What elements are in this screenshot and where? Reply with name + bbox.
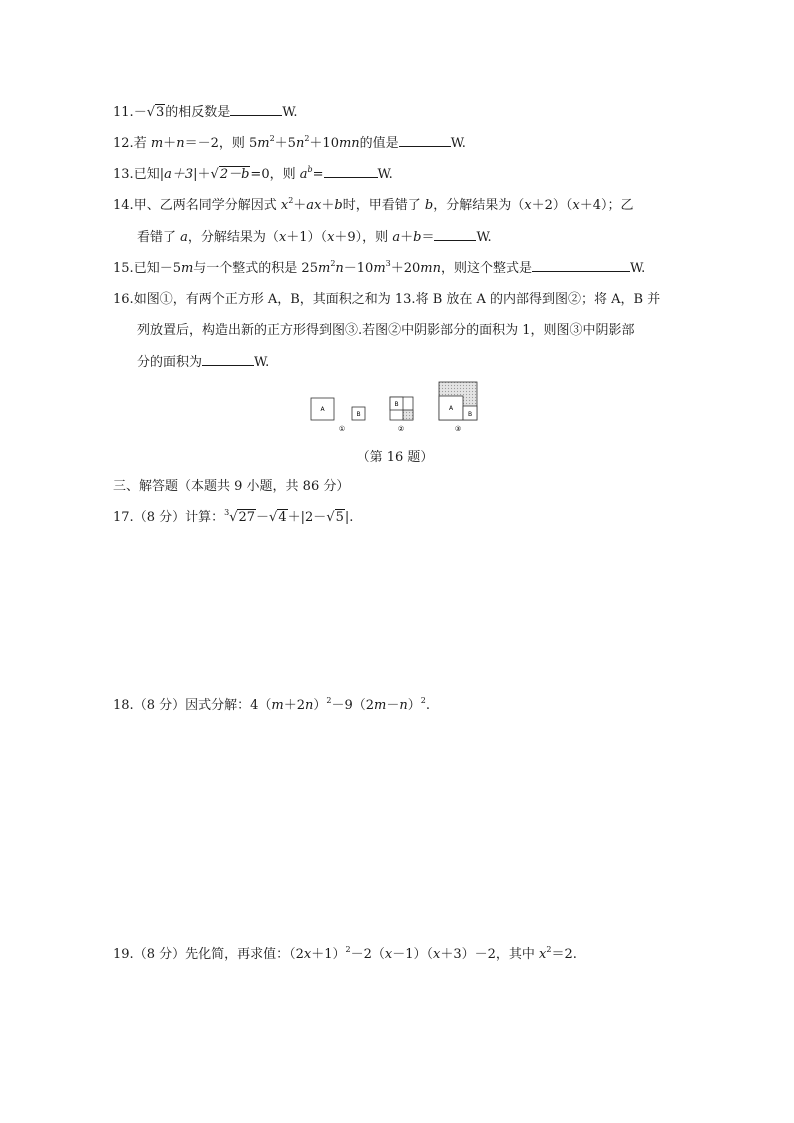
answer-blank[interactable] (399, 134, 451, 147)
answer-blank[interactable] (532, 259, 630, 272)
square-a-label: A (448, 405, 454, 412)
answer-blank[interactable] (324, 165, 378, 178)
figure-3-label: ③ (454, 425, 462, 433)
sqrt-expression: √2－b (210, 167, 250, 182)
question-14-line-2: 看错了 a，分解结果为（x＋1）（x＋9），则 a＋b＝ W. (137, 230, 492, 245)
question-14-line-1: 14.甲、乙两名同学分解因式 $x^2+ax+b$时，甲看错了 b，分解结果为（x＋2）（x＋4）；乙 (113, 196, 634, 213)
question-number: 16. (113, 292, 134, 307)
absolute-value: |a＋3| (159, 167, 198, 182)
cube-root-expression: √27 (229, 510, 256, 525)
question-16-line-3: 分的面积为 W. (137, 355, 270, 370)
square-a-label: A (320, 406, 325, 413)
question-16-line-1: 16.如图①，有两个正方形 A，B，其面积之和为 13.将 B 放在 A 的内部得到图②；将 A，B 并 (113, 292, 661, 307)
question-number: 14. (113, 198, 134, 213)
question-17: 17.（8 分）计算：$^3$√27－√4＋|2－√5|. (113, 508, 354, 525)
square-b-label: B (394, 401, 399, 408)
section-heading: 三、解答题（本题共 9 小题，共 86 分） (113, 479, 350, 494)
square-b-label: B (356, 411, 361, 418)
sqrt-expression: √4 (269, 510, 287, 525)
answer-blank[interactable] (434, 228, 476, 241)
question-number: 11. (113, 105, 134, 120)
question-number: 13. (113, 167, 134, 182)
question-15: 15.已知－5m与一个整式的积是 $25m^2n-10m^3+20mn$，则这个整式是 W. (113, 259, 646, 276)
question-number: 17. (113, 510, 134, 525)
question-11: 11.－√3的相反数是 W. (113, 105, 298, 120)
figure-1-label: ① (338, 425, 346, 433)
shaded-region (403, 410, 413, 420)
question-number: 18. (113, 698, 134, 713)
figure-16 (300, 378, 490, 438)
question-13: 13.已知|a＋3|＋√2－b=0，则 $a^b= W$. (113, 165, 393, 182)
figure-2 (390, 397, 413, 433)
absolute-value: |2－√5| (300, 510, 350, 525)
figure-3 (439, 382, 477, 433)
question-18: 18.（8 分）因式分解：$4(m+2n)^2-9(2m-n)^2$. (113, 696, 430, 713)
question-number: 19. (113, 947, 134, 962)
question-12: 12.若 m＋n＝－2，则 $5m^2+5n^2+10mn$的值是 W. (113, 134, 466, 151)
question-number: 12. (113, 136, 134, 151)
figure-caption: （第 16 题） (356, 450, 434, 465)
square-b-label: B (467, 411, 473, 418)
figure-1 (311, 398, 365, 433)
sqrt-expression: √3 (146, 105, 165, 120)
cube-root-index: 3 (224, 508, 230, 517)
question-16-line-2: 列放置后，构造出新的正方形得到图③.若图②中阴影部分的面积为 1，则图③中阴影部 (137, 323, 635, 338)
answer-blank[interactable] (202, 353, 254, 366)
question-number: 15. (113, 261, 134, 276)
figure-2-label: ② (397, 425, 405, 433)
question-19: 19.（8 分）先化简，再求值：$(2x+1)^2-2(x-1)(x+3)-2$，其中 $x^2=2$. (113, 945, 577, 962)
answer-blank[interactable] (230, 103, 282, 116)
